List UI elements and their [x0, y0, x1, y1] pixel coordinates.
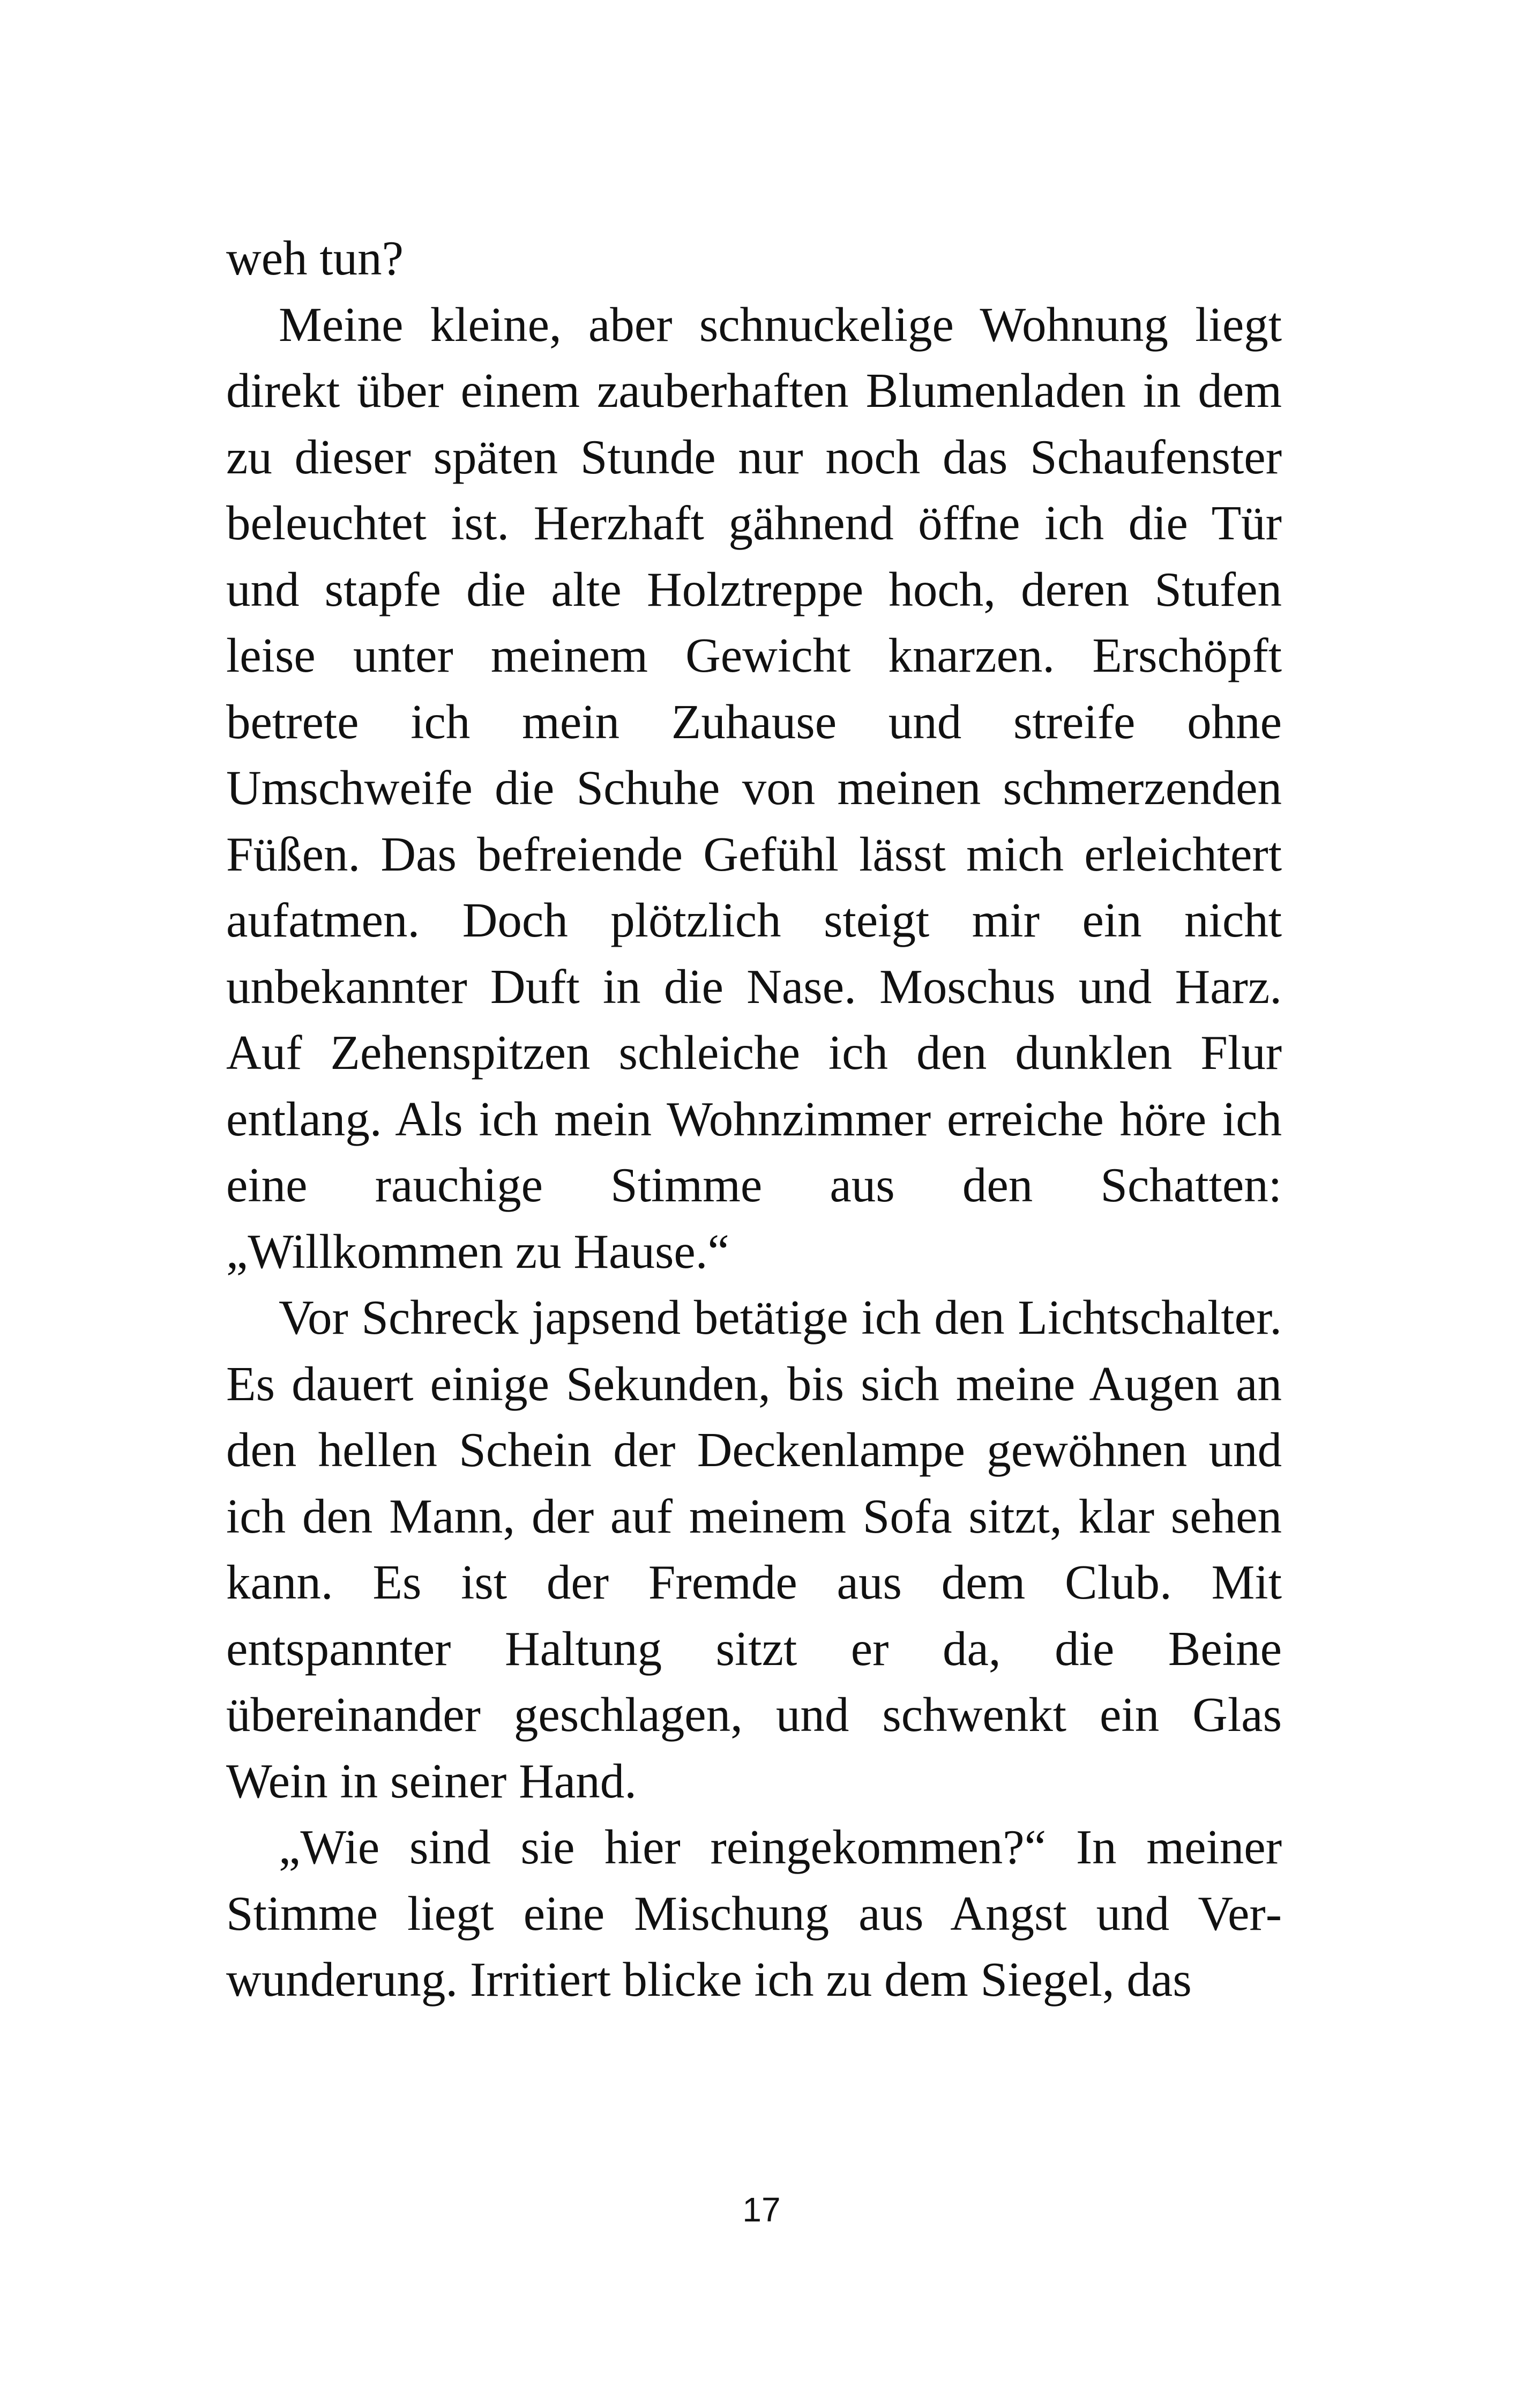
paragraph-continuation: weh tun?: [226, 231, 404, 285]
body-text: [226, 225, 1282, 2013]
paragraph-light-switch: Vor Schreck japsend betätige ich den Lichtschalter. Es dauert einige Sekunden, bis sich meine Augen an den hellen Schein der Deckenlampe gewöhnen und ich den Mann, der auf meinem Sofa sitzt, klar sehen kann. Es ist der Fremde aus dem Club. Mit entspannter Haltung sitzt er da, die Beine übereinander geschlagen, und schwenkt ein Glas Wein in seiner Hand.: [226, 1290, 1282, 1808]
paragraph-question: „Wie sind sie hier reingekommen?“ In meiner Stimme liegt eine Mischung aus Angst und Verwunderung. Irritiert blicke ich zu dem Siegel, das: [226, 1820, 1282, 2006]
page-number: 17: [742, 2190, 781, 2229]
paragraph-apartment: Meine kleine, aber schnuckelige Wohnung liegt direkt über einem zauberhaften Blumenladen in dem zu dieser späten Stunde nur noch das Schaufenster beleuchtet ist. Herzhaft gähnend öffne ich die Tür und stapfe die alte Holztreppe hoch, deren Stufen leise unter meinem Gewicht knarzen. Erschöpft betrete ich mein Zuhause und streife ohne Umschweife die Schuhe von meinen schmerzenden Füßen. Das befreiende Gefühl lässt mich erleichtert aufatmen. Doch plötzlich steigt mir ein nicht unbekannter Duft in die Nase. Moschus und Harz. Auf Zehenspitzen schleiche ich den dunklen Flur entlang. Als ich mein Wohnzimmer erreiche höre ich eine rauchige Stimme aus den Schatten: „Willkommen zu Hause.“: [226, 297, 1282, 1279]
